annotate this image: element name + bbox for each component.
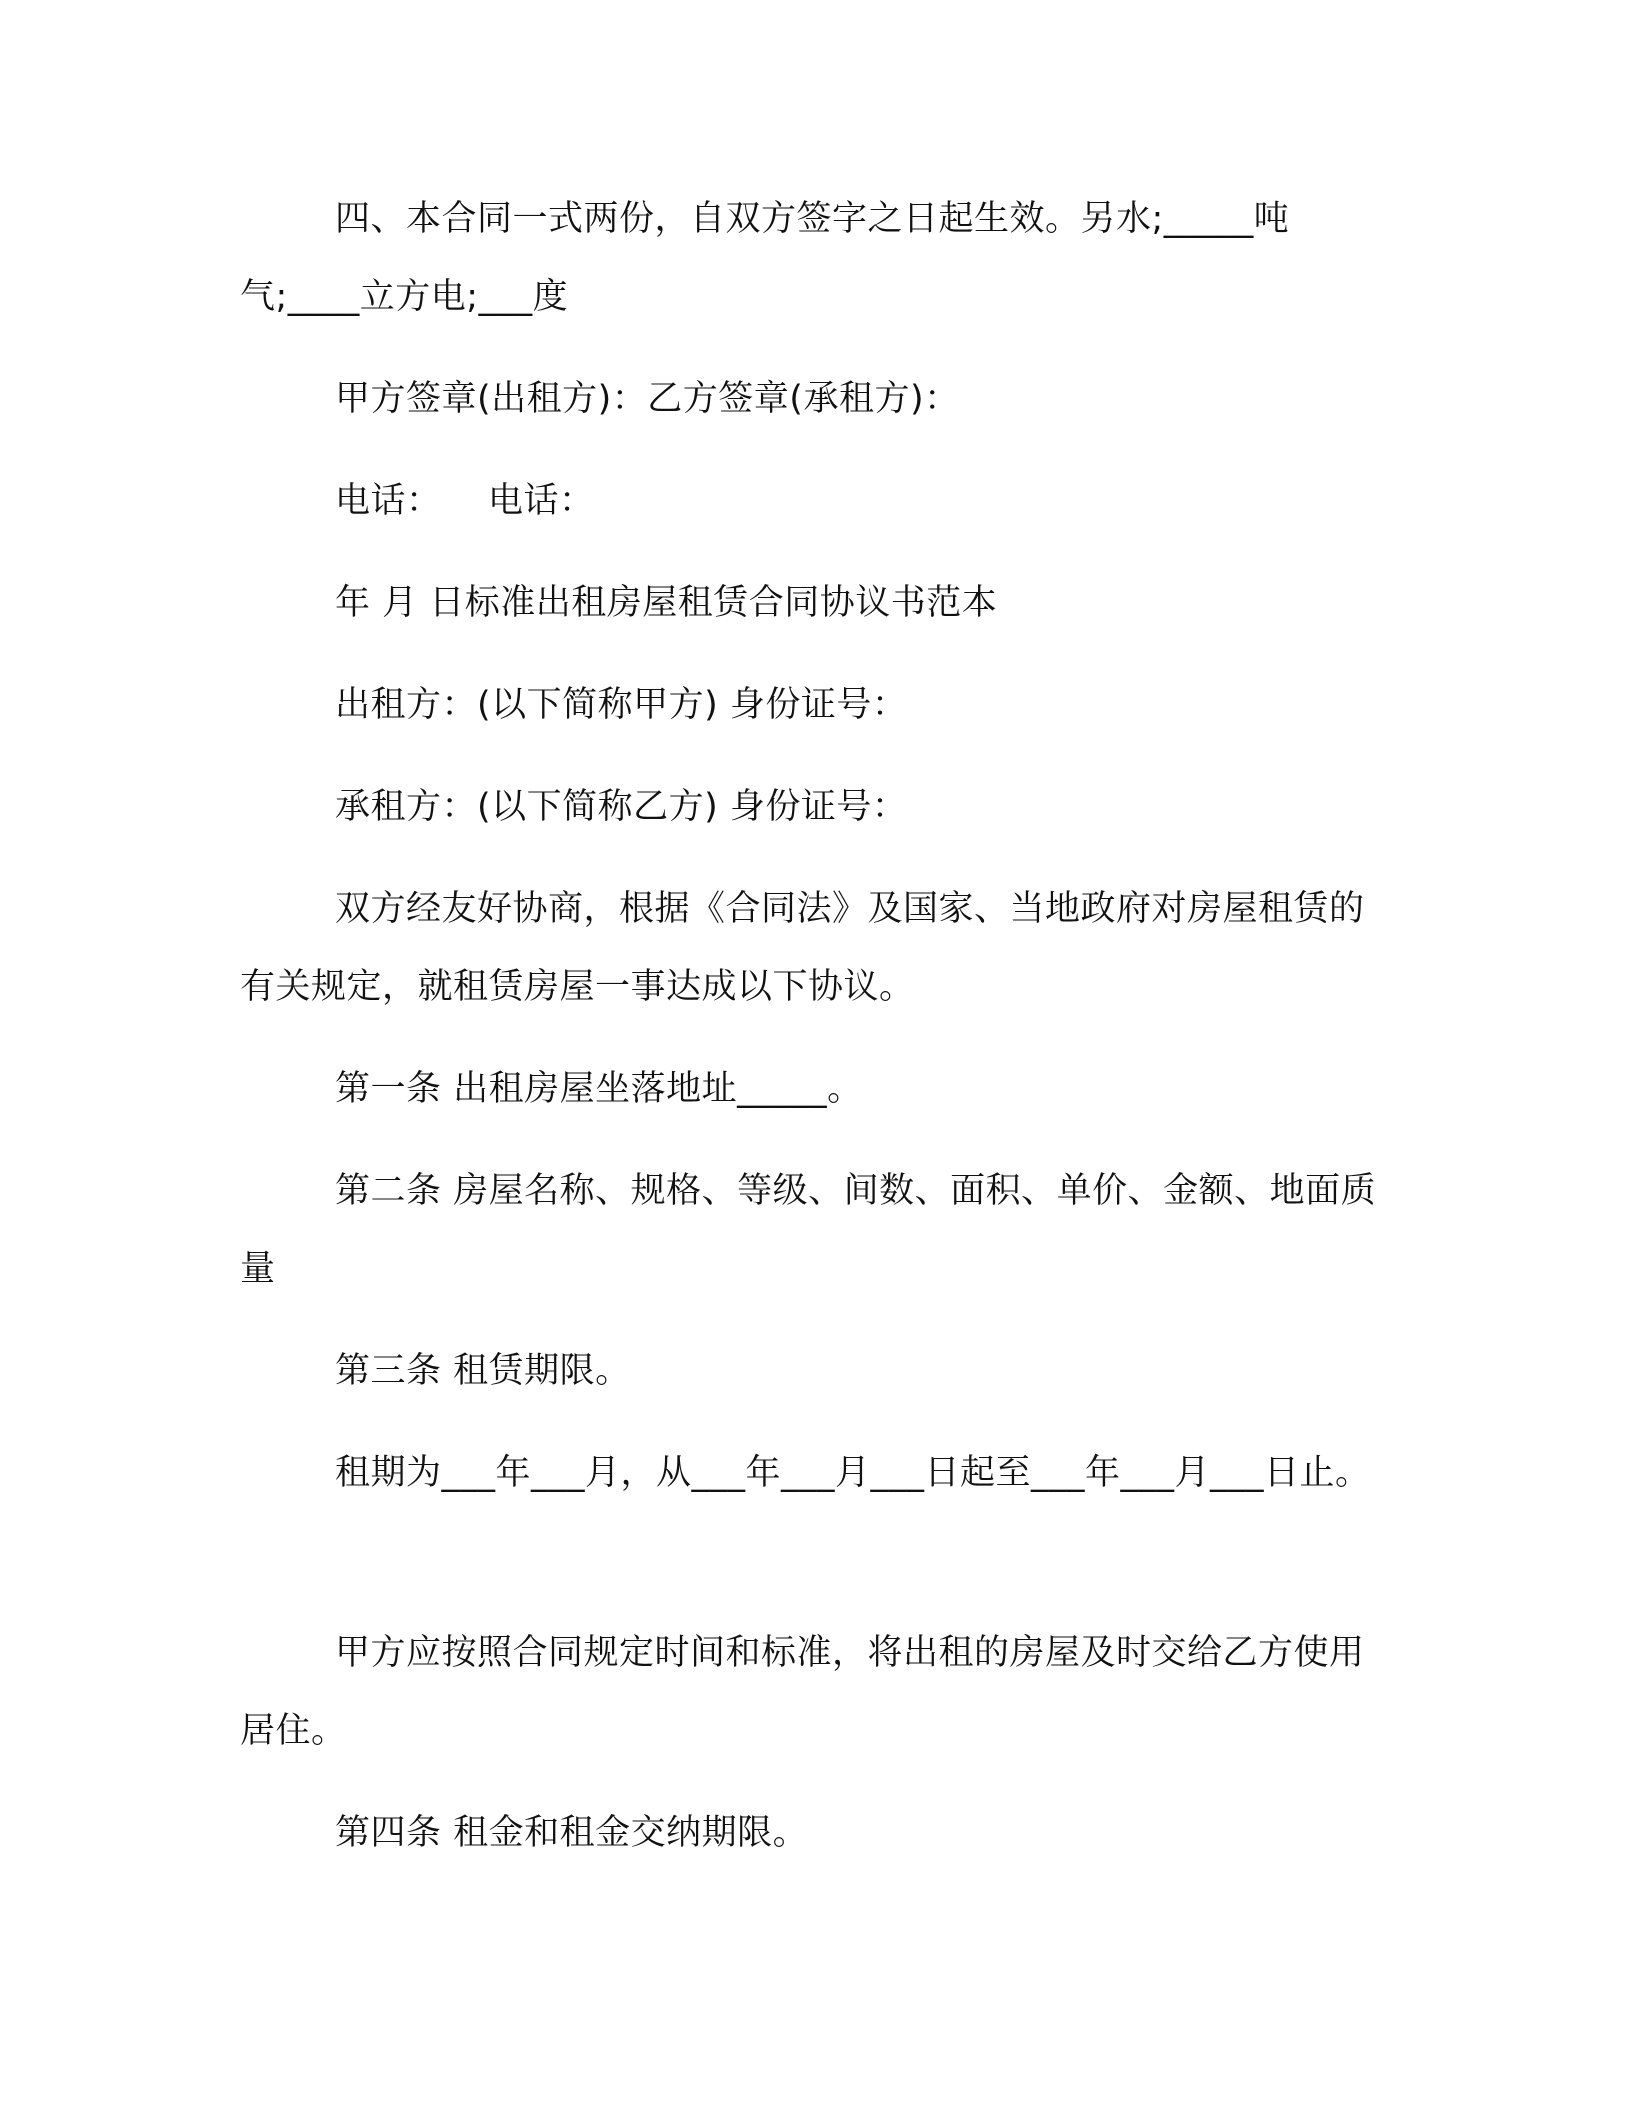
lessee-line: 承租方：(以下简称乙方) 身份证号： bbox=[335, 787, 908, 827]
agreement-preamble: 双方经友好协商，根据《合同法》及国家、当地政府对房屋租赁的有关规定，就租赁房屋一事达成以下协议。 bbox=[240, 889, 1365, 1007]
document-title: 年 月 日标准出租房屋租赁合同协议书范本 bbox=[335, 583, 998, 623]
signature-line: 甲方签章(出租方)：乙方签章(承租方)： bbox=[335, 379, 960, 419]
lease-term: 租期为___年___月，从___年___月___日起至___年___月___日止。 bbox=[335, 1453, 1371, 1493]
article-one: 第一条 出租房屋坐落地址_____。 bbox=[335, 1069, 863, 1109]
article-three: 第三条 租赁期限。 bbox=[335, 1351, 631, 1391]
article-four: 第四条 租金和租金交纳期限。 bbox=[335, 1813, 809, 1853]
clause-four-effective-utilities: 四、本合同一式两份，自双方签字之日起生效。另水;_____吨气;____立方电;___度 bbox=[240, 199, 1290, 317]
lessor-line: 出租方：(以下简称甲方) 身份证号： bbox=[335, 685, 908, 725]
phone-line: 电话： 电话： bbox=[335, 481, 595, 521]
article-two: 第二条 房屋名称、规格、等级、间数、面积、单价、金额、地面质量 bbox=[240, 1171, 1377, 1289]
delivery-clause: 甲方应按照合同规定时间和标准，将出租的房屋及时交给乙方使用居住。 bbox=[240, 1633, 1365, 1751]
